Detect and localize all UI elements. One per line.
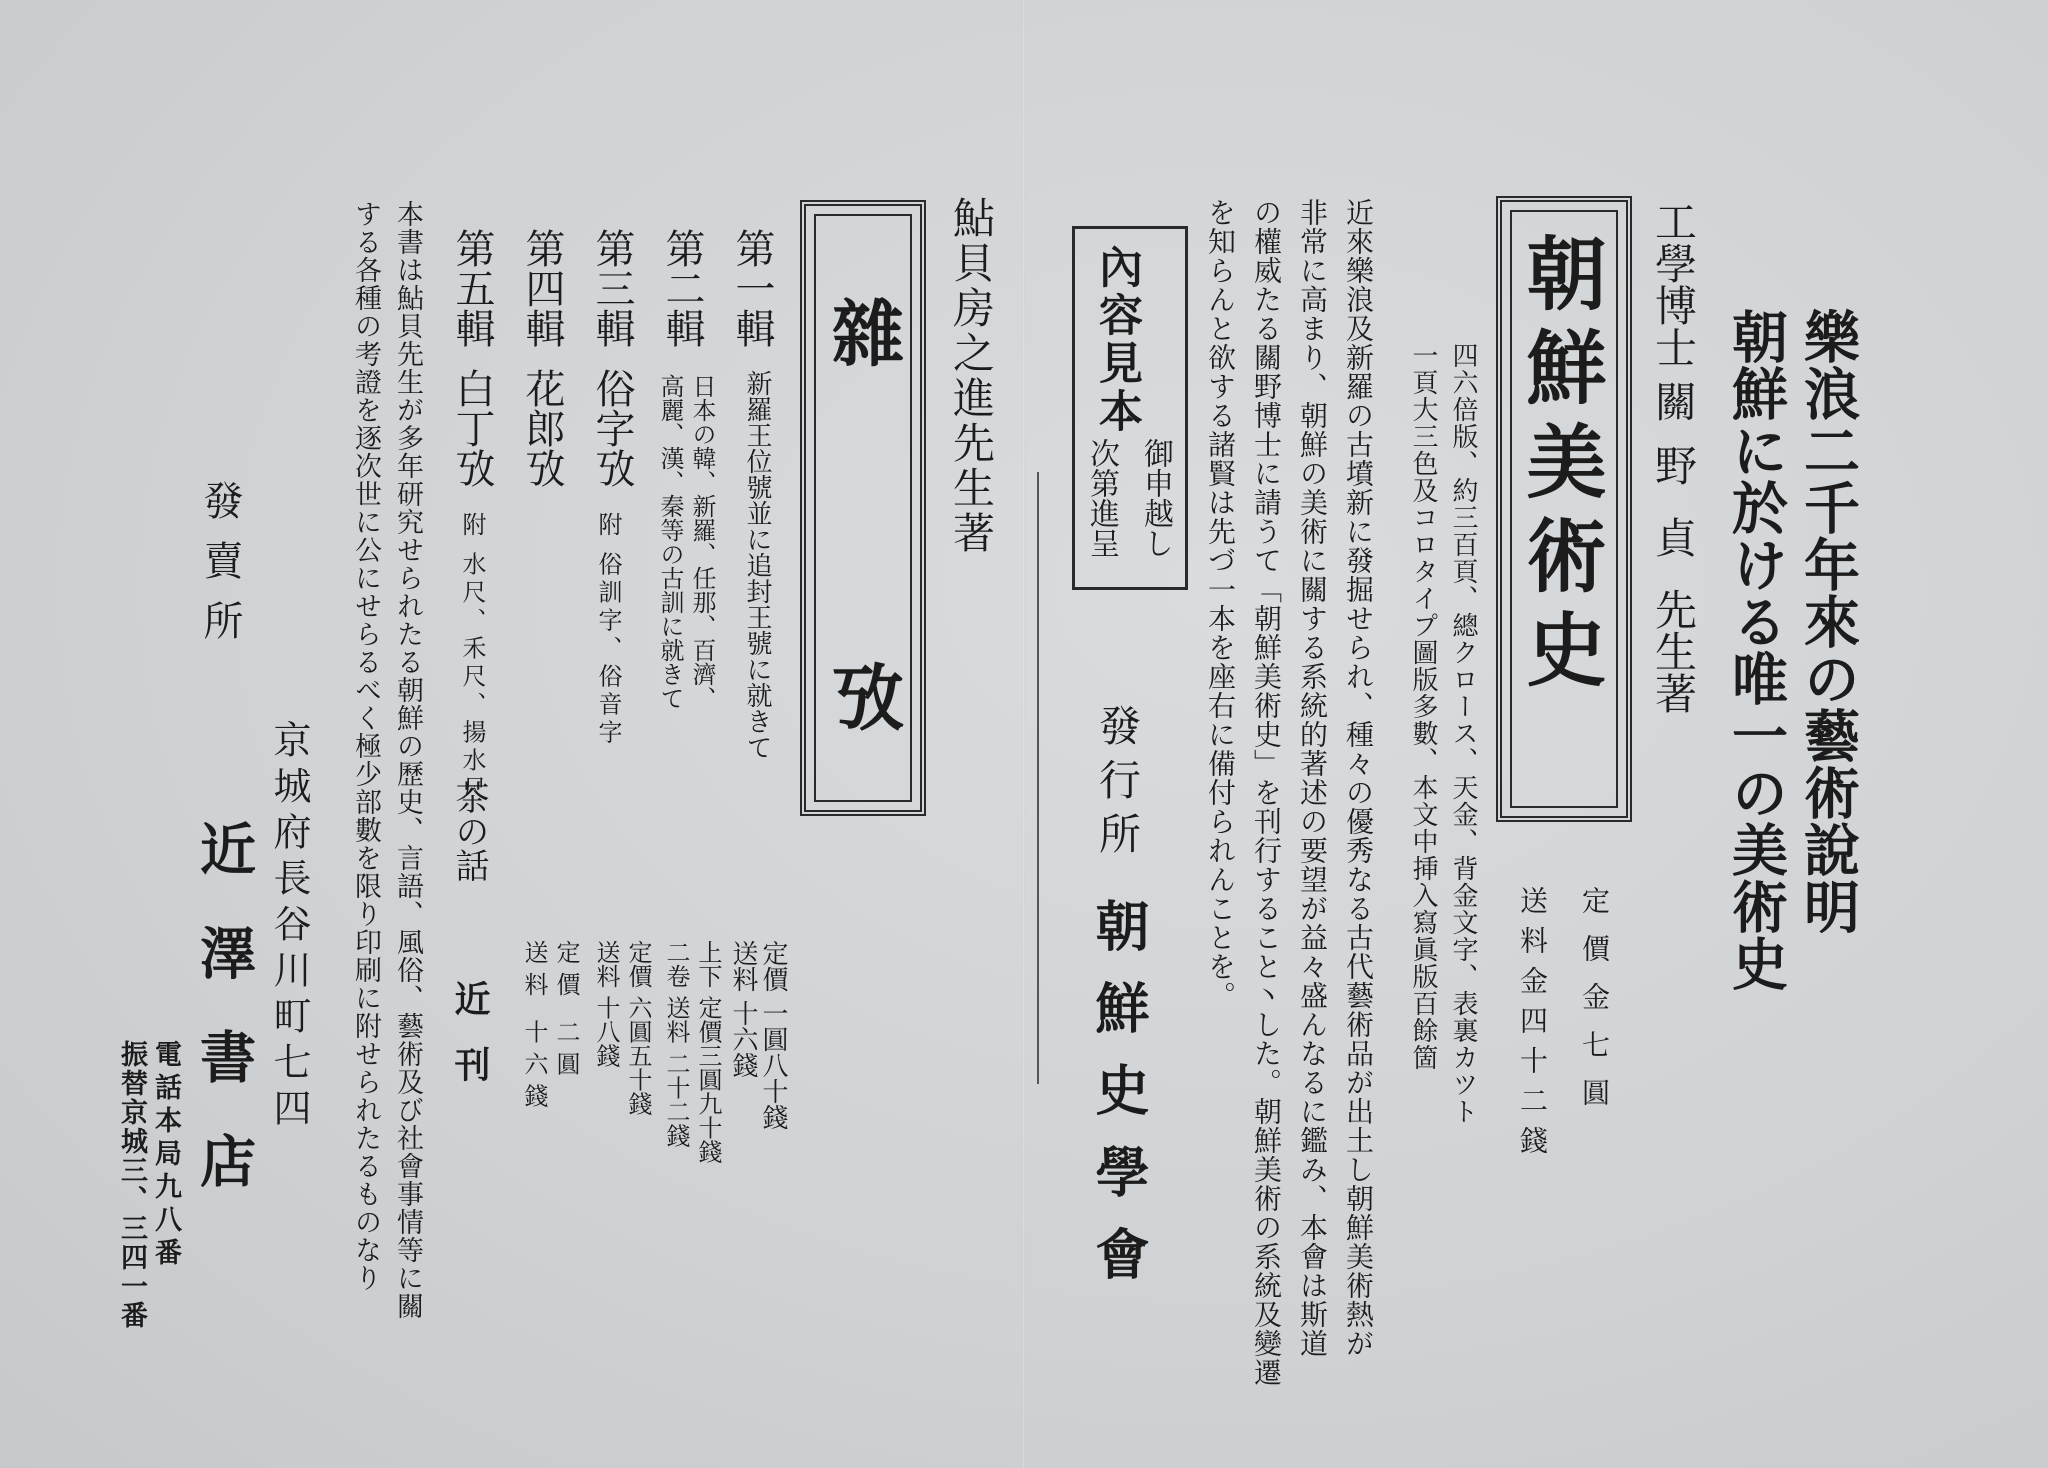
publisher-label: 發行所 <box>1093 704 1142 866</box>
volume-content: 高麗、漢、秦等の古訓に就きて <box>656 374 684 710</box>
author-name: 關野 <box>1649 380 1698 508</box>
volume-price-1: 定價 六圓五十錢 <box>624 940 652 1116</box>
volume-forthcoming: 近刊 <box>449 980 491 1112</box>
specs-line-1: 四六倍版、約三百頁、總クロース、天金、背金文字、表裏カツト <box>1448 342 1478 1125</box>
seller-address: 京城府長谷川町七四 <box>267 720 311 1134</box>
author-degree: 工學博士 <box>1649 200 1698 368</box>
volume-price-1: 上下 定價三圓九十錢 <box>694 940 722 1164</box>
description-line-4: を知らんと欲する諸賢は先づ一本を座右に備付られんことを。 <box>1204 198 1237 1010</box>
seller-transfer: 振替京城三、三四一番 <box>116 1040 147 1330</box>
description-line-3: の權威たる關野博士に請うて「朝鮮美術史」を刊行すること丶した。朝鮮美術の系統及變遷 <box>1250 198 1283 1387</box>
volume-content-sub: 附 水尺、禾尺、揚水尺 <box>458 512 486 804</box>
volume-price-1: 定價 一圓八十錢 <box>758 940 788 1131</box>
volume-content: 白丁攷 <box>449 368 495 488</box>
volume-content: 花郎攷 <box>519 368 565 488</box>
seller-phone: 電話本局九八番 <box>150 1040 181 1271</box>
publisher-divider <box>1037 472 1039 1084</box>
main-title-line-2: 朝鮮に於ける唯一の美術史 <box>1723 308 1789 992</box>
sample-box-note-2: 次第進呈 <box>1084 438 1119 558</box>
zakko-author: 鮎貝房之進先生著 <box>947 196 996 556</box>
zakko-title-char-1: 雜 <box>820 296 905 368</box>
volume-label: 第四輯 <box>519 228 565 348</box>
volume-label: 第三輯 <box>589 228 635 348</box>
volume-label: 第二輯 <box>659 228 705 348</box>
volume-price-2: 二卷 送料 二十二錢 <box>662 940 690 1148</box>
volume-content: 日本の韓、新羅、任那、百濟、 <box>688 374 716 710</box>
volume-content-sub: 附 俗訓字、俗音字 <box>594 512 622 748</box>
volume-extra: 茶の話 <box>449 780 489 882</box>
price-list: 定價金七圓 <box>1578 886 1611 1126</box>
zakko-title-char-2: 攷 <box>820 660 905 732</box>
volume-content: 新羅王位號並に追封王號に就きて <box>742 370 772 760</box>
main-title-line-1: 樂浪二千年來の藝術說明 <box>1795 308 1861 935</box>
price-postage: 送料金四十二錢 <box>1516 886 1549 1166</box>
description-line-1: 近來樂浪及新羅の古墳新に發掘せられ、種々の優秀なる古代藝術品が出土し朝鮮美術熱が <box>1342 198 1375 1358</box>
author-suffix: 先生著 <box>1649 588 1698 714</box>
sample-box-note-1: 御申越し <box>1138 438 1173 558</box>
publisher-name: 朝鮮史學會 <box>1087 898 1151 1308</box>
volume-price-1: 定價 二圓 <box>552 940 580 1084</box>
volume-price-2: 送料 十六錢 <box>728 940 758 1079</box>
sample-box-title: 內容見本 <box>1091 244 1142 436</box>
volume-label: 第五輯 <box>449 228 495 348</box>
zakko-description-line-2: する各種の考證を逐次世に公にせらるべく極少部數を限り印刷に附せられたるものなり <box>350 200 381 1292</box>
page-fold <box>1022 0 1025 1468</box>
volume-price-2: 送料 十八錢 <box>592 940 620 1068</box>
author-given: 貞 <box>1649 516 1698 558</box>
zakko-description-line-1: 本書は鮎貝先生が多年研究せられたる朝鮮の歷史、言語、風俗、藝術及び社會事情等に關 <box>392 200 423 1320</box>
book-title: 朝鮮美術史 <box>1513 232 1607 702</box>
seller-name: 近澤書店 <box>191 820 257 1236</box>
specs-line-2: 一頁大三色及コロタイプ圖版多數、本文中挿入寫眞版百餘箇 <box>1408 342 1438 1071</box>
volume-content: 俗字攷 <box>589 368 635 488</box>
seller-label: 發賣所 <box>197 480 243 660</box>
volume-price-2: 送料 十六錢 <box>520 940 548 1116</box>
volume-label: 第一輯 <box>729 228 775 348</box>
description-line-2: 非常に高まり、朝鮮の美術に關する系統的著述の要望が益々盛んなるに鑑み、本會は斯道 <box>1296 198 1329 1358</box>
